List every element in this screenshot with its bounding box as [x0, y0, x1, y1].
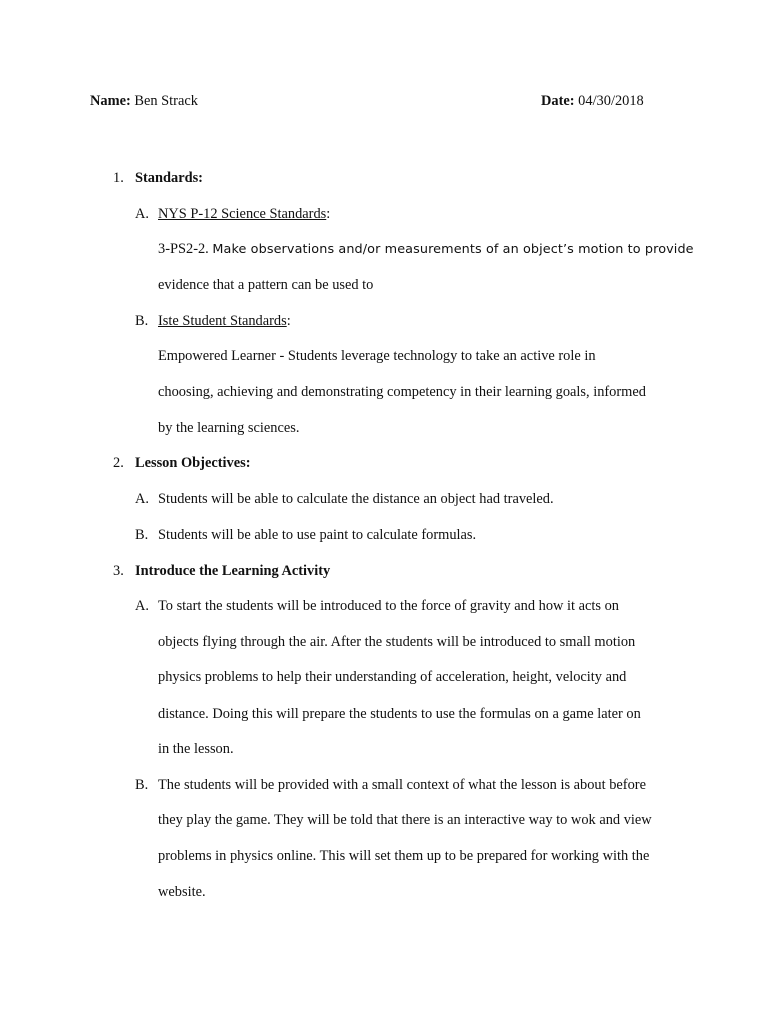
- paragraph-line: distance. Doing this will prepare the students to use the formulas on a game later on: [158, 706, 641, 722]
- paragraph-line: problems in physics online. This will set them up to be prepared for working with the: [158, 848, 650, 864]
- standard-text: Make observations and/or measurements of an object’s motion to provide: [212, 242, 694, 257]
- paragraph-line: [158, 240, 694, 259]
- name-value: Ben Strack: [134, 93, 198, 109]
- paragraph-line: they play the game. They will be told that there is an interactive way to wok and view: [158, 812, 652, 828]
- paragraph-line: Students will be able to calculate the distance an object had traveled.: [158, 491, 554, 507]
- paragraph-line: Students will be able to use paint to calculate formulas.: [158, 527, 477, 543]
- paragraph-line: choosing, achieving and demonstrating competency in their learning goals, informed: [158, 384, 646, 400]
- paragraph-line: by the learning sciences.: [158, 420, 300, 436]
- section-title: Introduce the Learning Activity: [135, 563, 331, 579]
- standard-code: 3-PS2-2.: [158, 241, 209, 257]
- paragraph-line: evidence that a pattern can be used to: [158, 277, 374, 293]
- item-letter: B.: [135, 777, 149, 793]
- heading-suffix: :: [326, 206, 331, 222]
- standard-heading-nys: [158, 205, 330, 223]
- item-letter: A.: [135, 598, 149, 614]
- item-letter: B.: [135, 527, 149, 543]
- date-label: Date:: [541, 93, 575, 109]
- paragraph-line: objects flying through the air. After the students will be introduced to small motion: [158, 634, 636, 650]
- paragraph-line: Empowered Learner - Students leverage technology to take an active role in: [158, 348, 596, 364]
- item-letter: B.: [135, 313, 149, 329]
- item-letter: A.: [135, 206, 149, 222]
- section-number: 3.: [113, 563, 124, 579]
- name-label: Name:: [90, 93, 131, 109]
- date-field: [541, 92, 644, 110]
- section-title: Lesson Objectives:: [135, 455, 251, 471]
- paragraph-line: in the lesson.: [158, 741, 234, 757]
- date-value: 04/30/2018: [578, 93, 644, 109]
- section-number: 2.: [113, 455, 124, 471]
- heading-suffix: :: [286, 313, 291, 329]
- paragraph-line: To start the students will be introduced to the force of gravity and how it acts on: [158, 598, 619, 614]
- standard-heading-text: Iste Student Standards: [158, 313, 287, 329]
- standard-heading-text: NYS P-12 Science Standards: [158, 206, 327, 222]
- paragraph-line: physics problems to help their understanding of acceleration, height, velocity and: [158, 669, 627, 685]
- name-field: [90, 92, 198, 110]
- standard-heading-iste: [158, 312, 291, 330]
- section-number: 1.: [113, 170, 124, 186]
- paragraph-line: website.: [158, 884, 206, 900]
- item-letter: A.: [135, 491, 149, 507]
- paragraph-line: The students will be provided with a small context of what the lesson is about before: [158, 777, 646, 793]
- section-title: Standards:: [135, 170, 203, 186]
